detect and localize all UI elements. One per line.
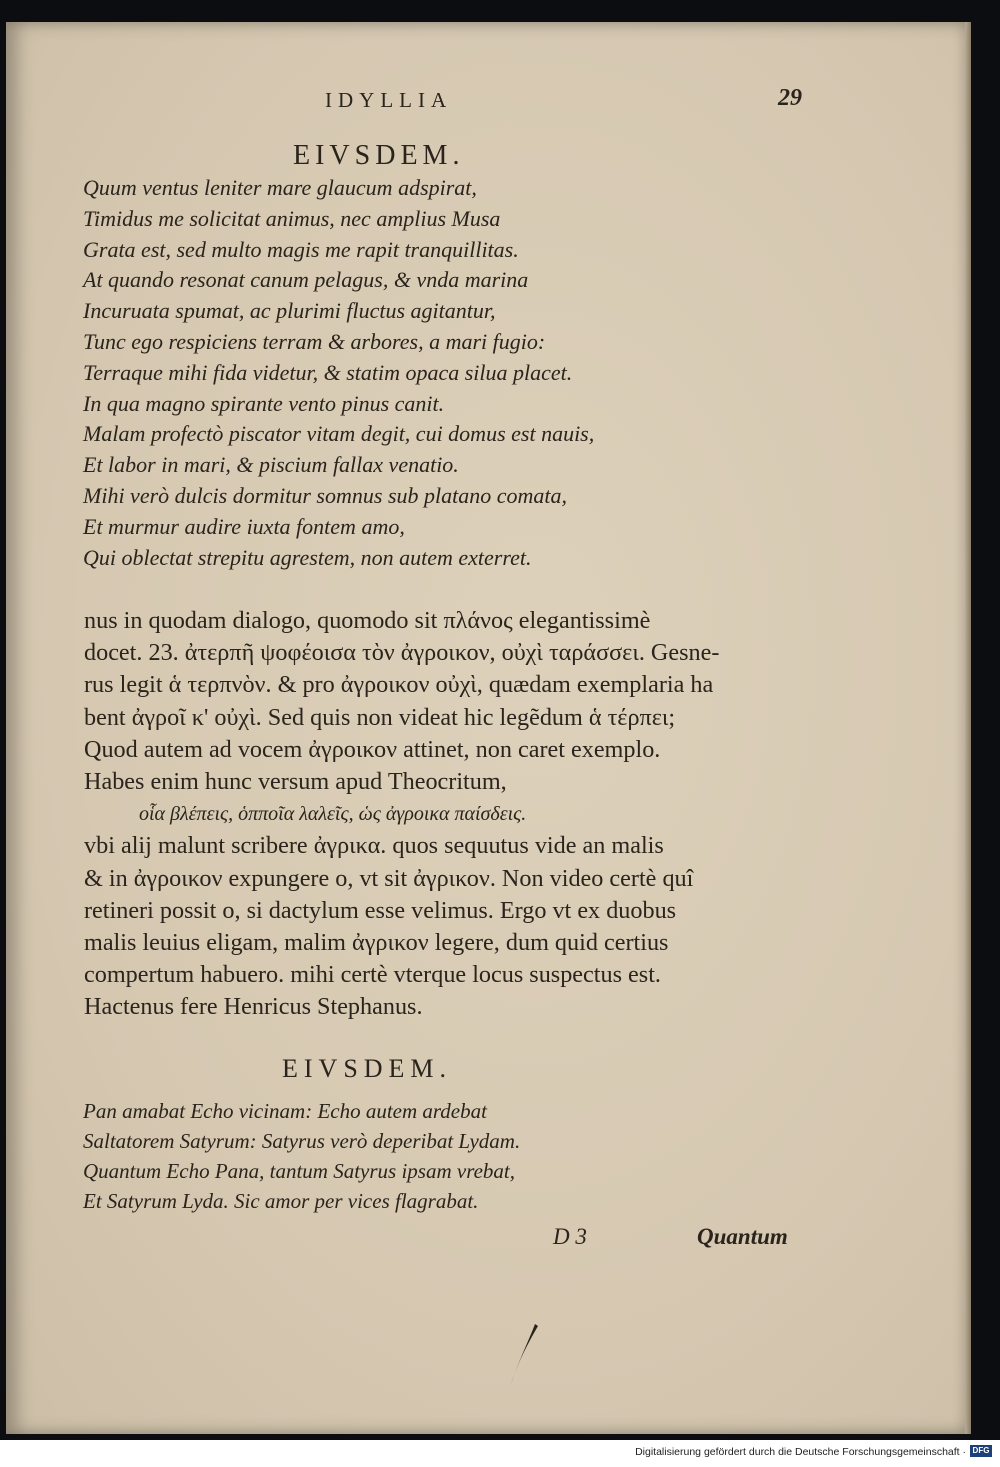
- prose-line: retineri possit ο, si dactylum esse velimus. Ergo vt ex duobus: [84, 896, 677, 924]
- verse-line: Grata est, sed multo magis me rapit tranquillitas.: [83, 236, 519, 262]
- prose-line: docet. 23. ἀτερπῆ ψοφέοισα τὸν ἀγροικον, οὐχὶ ταράσσει. Gesne-: [84, 639, 720, 667]
- verse-line: Et murmur audire iuxta fontem amo,: [83, 513, 405, 539]
- section-heading: EIVSDEM.: [293, 140, 465, 171]
- verse-line: Qui oblectat strepitu agrestem, non autem exterret.: [83, 544, 532, 570]
- prose-line: compertum habuero. mihi certè vterque locus suspectus est.: [84, 961, 661, 989]
- prose-line: Habes enim hunc versum apud Theocritum,: [84, 768, 507, 796]
- signature-mark: D 3: [553, 1224, 587, 1249]
- verse-line: Et labor in mari, & piscium fallax venatio.: [83, 452, 459, 478]
- verse-line: Mihi verò dulcis dormitur somnus sub platano comata,: [83, 482, 567, 508]
- greek-quotation: οἷα βλέπεις, ὁπποῖα λαλεῖς, ὡς ἀγροικα παίσδεις.: [139, 803, 527, 826]
- page-number: 29: [778, 85, 802, 111]
- section-heading: EIVSDEM.: [282, 1054, 453, 1083]
- verse-line: Malam profectò piscator vitam degit, cui domus est nauis,: [83, 421, 595, 447]
- prose-line: malis leuius eligam, malim ἀγρικον legere, dum quid certius: [84, 929, 669, 957]
- dfg-logo: DFG: [970, 1445, 992, 1457]
- verse-line: Pan amabat Echo vicinam: Echo autem ardebat: [83, 1099, 487, 1123]
- running-head: IDYLLIA: [325, 88, 453, 112]
- prose-line: & in ἀγροικον expungere ο, vt sit ἀγρικον. Non video certè quî: [84, 864, 694, 892]
- verse-line: Incuruata spumat, ac plurimi fluctus agitantur,: [83, 298, 496, 324]
- catchword: Quantum: [697, 1224, 788, 1249]
- verse-line: Timidus me solicitat animus, nec amplius Musa: [83, 205, 501, 231]
- verse-line: Quum ventus leniter mare glaucum adspirat,: [83, 175, 477, 200]
- verse-line: Saltatorem Satyrum: Satyrus verò deperibat Lydam.: [83, 1129, 521, 1153]
- digitization-credit: Digitalisierung gefördert durch die Deutsche Forschungsgemeinschaft ·: [635, 1446, 966, 1458]
- prose-line: vbi alij malunt scribere ἀγρικα. quos sequutus vide an malis: [84, 832, 664, 860]
- prose-line: bent ἀγροῖ κ' οὐχὶ. Sed quis non videat hic legẽdum ἁ τέρπει;: [84, 703, 676, 731]
- commentary: [84, 605, 719, 1024]
- verse-line: In qua magno spirante vento pinus canit.: [83, 390, 445, 416]
- prose-line: rus legit ἁ τερπνὸν. & pro ἀγροικον οὐχὶ, quædam exemplaria ha: [84, 671, 714, 699]
- prose-line: Hactenus fere Henricus Stephanus.: [84, 993, 423, 1021]
- poem-translation: [83, 173, 594, 573]
- verse-line: At quando resonat canum pelagus, & vnda marina: [83, 267, 529, 293]
- ink-stroke-mark: [505, 1320, 545, 1390]
- prose-line: nus in quodam dialogo, quomodo sit πλάνος elegantissimè: [84, 607, 651, 634]
- verse-line: Et Satyrum Lyda. Sic amor per vices flagrabat.: [83, 1189, 479, 1213]
- prose-line: Quod autem ad vocem ἀγροικον attinet, non caret exemplo.: [84, 735, 661, 763]
- verse-line: Terraque mihi fida videtur, & statim opaca silua placet.: [83, 359, 573, 385]
- verse-line: Tunc ego respiciens terram & arbores, a mari fugio:: [83, 328, 546, 354]
- poem-translation: [83, 1096, 520, 1216]
- verse-line: Quantum Echo Pana, tantum Satyrus ipsam vrebat,: [83, 1159, 516, 1183]
